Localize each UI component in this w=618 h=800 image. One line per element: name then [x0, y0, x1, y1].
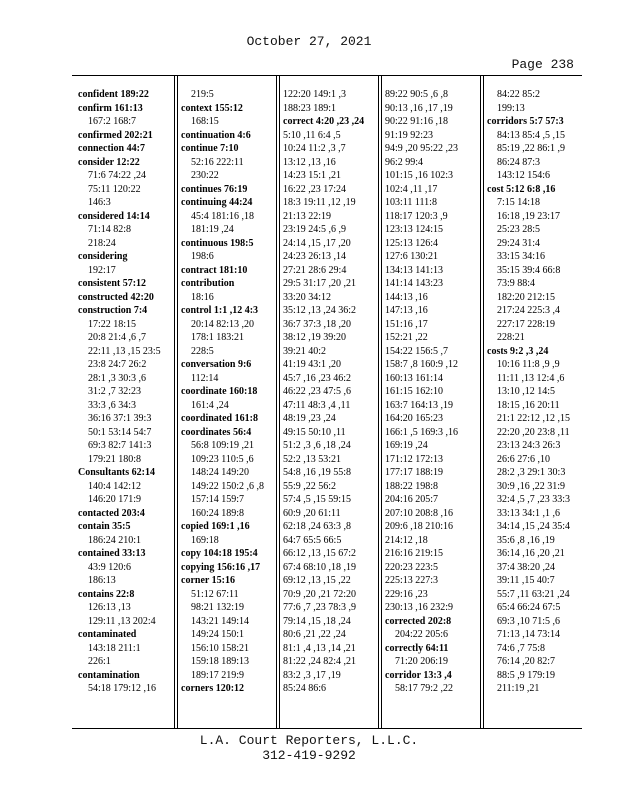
index-term-entry: conversation 9:6	[181, 359, 252, 370]
index-reference-line: 219:5	[191, 89, 214, 100]
index-reference-line: 226:1	[88, 656, 111, 667]
index-reference-line: 159:18 189:13	[191, 656, 250, 667]
index-reference-line: 125:13 126:4	[385, 237, 439, 249]
index-reference-line: 18:3 19:11 ,12 ,19	[283, 197, 356, 208]
index-reference-line: 171:12 172:13	[385, 453, 444, 465]
index-reference-line: 85:19 ,22 86:1 ,9	[497, 143, 566, 154]
index-reference-line: 156:10 158:21	[191, 642, 250, 654]
index-term-entry: contribution	[181, 278, 235, 289]
index-reference-line: 52:2 ,13 53:21	[283, 453, 342, 465]
index-term-entry: continues 76:19	[181, 183, 248, 195]
page-number: Page 238	[511, 57, 574, 72]
index-reference-line: 64:7 65:5 66:5	[283, 534, 342, 546]
index-reference-line: 24:23 26:13 ,14	[283, 251, 347, 262]
index-reference-line: 49:15 50:10 ,11	[283, 426, 346, 438]
index-reference-line: 140:4 142:12	[88, 480, 142, 492]
index-reference-line: 27:21 28:6 29:4	[283, 264, 347, 276]
index-reference-line: 89:22 90:5 ,6 ,8	[385, 89, 449, 100]
index-reference-line: 33:13 34:1 ,1 ,6	[497, 507, 561, 519]
index-reference-line: 39:11 ,15 40:7	[497, 575, 555, 586]
index-column-4	[378, 76, 480, 728]
index-reference-line: 51:2 ,3 ,6 ,18 ,24	[283, 440, 351, 451]
index-reference-line: 54:8 ,16 ,19 55:8	[283, 467, 352, 478]
index-reference-line: 154:22 156:5 ,7	[385, 345, 449, 357]
index-term-entry: considering	[78, 251, 128, 262]
index-term-entry: corrected 202:8	[385, 615, 452, 627]
index-reference-line: 85:24 86:6	[283, 683, 327, 694]
index-reference-line: 33:20 34:12	[283, 291, 332, 303]
index-reference-line: 228:21	[497, 332, 525, 343]
index-reference-line: 192:17	[88, 264, 116, 276]
index-term-entry: coordinate 160:18	[181, 386, 258, 397]
index-term-entry: contract 181:10	[181, 264, 248, 276]
index-reference-line: 101:15 ,16 102:3	[385, 170, 454, 181]
index-reference-line: 122:20 149:1 ,3	[283, 89, 347, 100]
index-reference-line: 90:22 91:16 ,18	[385, 116, 449, 127]
index-reference-line: 35:6 ,8 ,16 ,19	[497, 534, 555, 546]
index-reference-line: 20:14 82:13 ,20	[191, 318, 255, 330]
index-reference-line: 143:21 149:14	[191, 615, 250, 627]
index-term-entry: constructed 42:20	[78, 291, 154, 303]
index-reference-line: 74:6 ,7 75:8	[497, 642, 546, 654]
index-reference-line: 69:12 ,13 ,15 ,22	[283, 575, 351, 586]
index-reference-line: 84:22 85:2	[497, 89, 541, 100]
index-reference-line: 10:16 11:8 ,9 ,9	[497, 359, 560, 370]
index-reference-line: 81:1 ,4 ,13 ,14 ,21	[283, 642, 356, 654]
index-reference-line: 26:6 27:6 ,10	[497, 453, 551, 465]
index-reference-line: 103:11 111:8	[385, 197, 437, 208]
index-reference-line: 161:15 162:10	[385, 386, 444, 397]
index-reference-line: 182:20 212:15	[497, 291, 556, 303]
index-column-1	[72, 76, 174, 728]
index-reference-line: 60:9 ,20 61:11	[283, 507, 341, 519]
index-reference-line: 83:2 ,3 ,17 ,19	[283, 669, 341, 681]
index-reference-line: 146:3	[88, 197, 111, 208]
index-reference-line: 54:18 179:12 ,16	[88, 683, 157, 694]
index-reference-line: 51:12 67:11	[191, 588, 239, 600]
index-reference-line: 80:6 ,21 ,22 ,24	[283, 629, 346, 640]
index-reference-line: 225:13 227:3	[385, 575, 439, 586]
index-term-entry: copying 156:16 ,17	[181, 561, 261, 573]
index-reference-line: 141:14 143:23	[385, 278, 444, 289]
index-reference-line: 35:12 ,13 ,24 36:2	[283, 305, 357, 316]
index-term-entry: continuous 198:5	[181, 237, 254, 249]
transcript-date: October 27, 2021	[246, 34, 372, 49]
index-term-entry: coordinates 56:4	[181, 426, 252, 438]
index-reference-line: 129:11 ,13 202:4	[88, 615, 156, 627]
index-reference-line: 157:14 159:7	[191, 494, 245, 505]
index-reference-line: 209:6 ,18 210:16	[385, 521, 454, 532]
index-reference-line: 25:23 28:5	[497, 224, 541, 235]
index-term-entry: contacted 203:4	[78, 507, 145, 519]
index-reference-line: 36:16 37:1 39:3	[88, 413, 152, 424]
index-reference-line: 62:18 ,24 63:3 ,8	[283, 521, 352, 532]
index-term-entry: cost 5:12 6:8 ,16	[487, 183, 556, 195]
index-reference-line: 58:17 79:2 ,22	[395, 683, 454, 694]
index-reference-line: 160:13 161:14	[385, 372, 444, 384]
index-reference-line: 204:22 205:6	[395, 629, 449, 640]
index-reference-line: 188:22 198:8	[385, 480, 439, 492]
index-reference-line: 14:23 15:1 ,21	[283, 170, 342, 181]
index-reference-line: 13:12 ,13 ,16	[283, 156, 336, 168]
index-reference-line: 143:18 211:1	[88, 642, 141, 654]
index-reference-line: 13:10 ,12 14:5	[497, 386, 556, 397]
index-reference-line: 216:16 219:15	[385, 548, 444, 559]
index-reference-line: 56:8 109:19 ,21	[191, 440, 255, 451]
index-term-entry: contamination	[78, 669, 140, 681]
index-reference-line: 71:6 74:22 ,24	[88, 170, 147, 181]
index-reference-line: 38:12 ,19 39:20	[283, 332, 347, 343]
index-reference-line: 96:2 99:4	[385, 156, 424, 168]
index-reference-line: 211:19 ,21	[497, 683, 540, 694]
index-reference-line: 16:22 ,23 17:24	[283, 183, 347, 195]
index-reference-line: 7:15 14:18	[497, 197, 541, 208]
index-reference-line: 144:13 ,16	[385, 291, 428, 303]
index-reference-line: 112:14	[191, 372, 219, 384]
index-reference-line: 48:19 ,23 ,24	[283, 413, 336, 424]
index-reference-line: 35:15 39:4 66:8	[497, 264, 561, 276]
index-reference-line: 69:3 ,10 71:5 ,6	[497, 615, 561, 627]
index-reference-line: 189:17 219:9	[191, 669, 245, 681]
index-reference-line: 143:12 154:6	[497, 170, 551, 181]
index-column-5	[480, 76, 582, 728]
index-term-entry: costs 9:2 ,3 ,24	[487, 345, 549, 357]
index-term-entry: contain 35:5	[78, 521, 131, 532]
index-reference-line: 29:24 31:4	[497, 237, 541, 249]
index-reference-line: 23:19 24:5 ,6 ,9	[283, 224, 347, 235]
index-reference-line: 168:15	[191, 116, 219, 127]
index-reference-line: 98:21 132:19	[191, 602, 245, 613]
index-reference-line: 188:23 189:1	[283, 102, 337, 114]
index-reference-line: 118:17 120:3 ,9	[385, 210, 448, 222]
index-reference-line: 146:20 171:9	[88, 494, 142, 505]
index-reference-line: 79:14 ,15 ,18 ,24	[283, 615, 351, 627]
index-reference-line: 55:7 ,11 63:21 ,24	[497, 588, 570, 600]
index-reference-line: 11:11 ,13 12:4 ,6	[497, 372, 565, 384]
index-reference-line: 148:24 149:20	[191, 467, 250, 478]
index-reference-line: 18:15 ,16 20:11	[497, 399, 560, 411]
index-reference-line: 86:24 87:3	[497, 156, 541, 168]
index-reference-line: 166:1 ,5 169:3 ,16	[385, 426, 459, 438]
index-reference-line: 36:7 37:3 ,18 ,20	[283, 318, 352, 330]
index-reference-line: 45:4 181:16 ,18	[191, 210, 255, 222]
index-reference-line: 75:11 120:22	[88, 183, 141, 195]
index-reference-line: 23:13 24:3 26:3	[497, 440, 561, 451]
index-reference-line: 186:24 210:1	[88, 534, 142, 546]
index-reference-line: 90:13 ,16 ,17 ,19	[385, 102, 453, 114]
index-reference-line: 55:9 ,22 56:2	[283, 480, 337, 492]
index-reference-line: 18:16	[191, 291, 214, 303]
index-reference-line: 167:2 168:7	[88, 116, 137, 127]
index-reference-line: 149:22 150:2 ,6 ,8	[191, 480, 265, 492]
index-reference-line: 17:22 18:15	[88, 318, 137, 330]
index-reference-line: 160:24 189:8	[191, 507, 245, 519]
index-reference-line: 37:4 38:20 ,24	[497, 561, 556, 573]
index-reference-line: 20:8 21:4 ,6 ,7	[88, 332, 147, 343]
index-reference-line: 230:13 ,16 232:9	[385, 602, 454, 613]
footer	[0, 733, 618, 763]
index-reference-line: 5:10 ,11 6:4 ,5	[283, 129, 341, 141]
index-term-entry: confirmed 202:21	[78, 129, 153, 141]
index-reference-line: 41:19 43:1 ,20	[283, 359, 342, 370]
index-term-entry: control 1:1 ,12 4:3	[181, 305, 259, 316]
index-reference-line: 22:20 ,20 23:8 ,11	[497, 426, 570, 438]
index-reference-line: 204:16 205:7	[385, 494, 439, 505]
index-reference-line: 57:4 ,5 ,15 59:15	[283, 494, 352, 505]
index-reference-line: 30:9 ,16 ,22 31:9	[497, 480, 566, 492]
index-reference-line: 76:14 ,20 82:7	[497, 656, 556, 667]
index-term-entry: context 155:12	[181, 102, 243, 114]
index-reference-line: 229:16 ,23	[385, 588, 428, 600]
index-term-entry: corridor 13:3 ,4	[385, 669, 452, 681]
index-term-entry: continuation 4:6	[181, 129, 251, 141]
index-term-entry: continue 7:10	[181, 143, 239, 154]
index-reference-line: 178:1 183:21	[191, 332, 245, 343]
index-reference-line: 66:12 ,13 ,15 67:2	[283, 548, 357, 559]
index-reference-line: 94:9 ,20 95:22 ,23	[385, 143, 459, 154]
index-reference-line: 34:14 ,15 ,24 35:4	[497, 521, 571, 532]
index-reference-line: 228:5	[191, 345, 214, 357]
index-reference-line: 70:9 ,20 ,21 72:20	[283, 588, 357, 600]
index-reference-line: 33:3 ,6 34:3	[88, 399, 137, 411]
index-reference-line: 67:4 68:10 ,18 ,19	[283, 561, 357, 573]
index-reference-line: 81:22 ,24 82:4 ,21	[283, 656, 357, 667]
index-reference-line: 127:6 130:21	[385, 251, 439, 262]
index-term-entry: corner 15:16	[181, 575, 235, 586]
index-reference-line: 91:19 92:23	[385, 129, 434, 141]
index-term-entry: contaminated	[78, 629, 137, 640]
index-term-entry: copy 104:18 195:4	[181, 548, 258, 559]
index-column-2	[174, 76, 276, 728]
index-reference-line: 65:4 66:24 67:5	[497, 602, 561, 613]
index-term-entry: confident 189:22	[78, 89, 149, 100]
index-reference-line: 147:13 ,16	[385, 305, 428, 316]
index-term-entry: consistent 57:12	[78, 278, 147, 289]
index-reference-line: 71:13 ,14 73:14	[497, 629, 561, 640]
index-reference-line: 123:13 124:15	[385, 224, 444, 235]
index-reference-line: 149:24 150:1	[191, 629, 245, 640]
index-reference-line: 169:19 ,24	[385, 440, 428, 451]
index-reference-line: 36:14 ,16 ,20 ,21	[497, 548, 565, 559]
index-reference-line: 179:21 180:8	[88, 453, 142, 465]
index-reference-line: 21:1 22:12 ,12 ,15	[497, 413, 571, 424]
index-reference-line: 230:22	[191, 170, 219, 181]
index-reference-line: 22:11 ,13 ,15 23:5	[88, 345, 161, 357]
index-reference-line: 169:18	[191, 534, 219, 546]
index-reference-line: 77:6 ,7 ,23 78:3 ,9	[283, 602, 357, 613]
index-reference-line: 109:23 110:5 ,6	[191, 453, 254, 465]
index-term-entry: consider 12:22	[78, 156, 140, 168]
index-reference-line: 151:16 ,17	[385, 318, 428, 330]
index-column-3	[276, 76, 378, 728]
reporter-phone: 312-419-9292	[262, 748, 356, 763]
index-term-entry: copied 169:1 ,16	[181, 521, 250, 532]
index-reference-line: 134:13 141:13	[385, 264, 444, 276]
index-reference-line: 45:7 ,16 ,23 46:2	[283, 372, 352, 384]
index-reference-line: 28:2 ,3 29:1 30:3	[497, 467, 566, 478]
index-reference-line: 207:10 208:8 ,16	[385, 507, 454, 519]
index-reference-line: 73:9 88:4	[497, 278, 536, 289]
index-term-entry: construction 7:4	[78, 305, 148, 316]
index-reference-line: 24:14 ,15 ,17 ,20	[283, 237, 351, 249]
index-term-entry: coordinated 161:8	[181, 413, 258, 424]
index-reference-line: 43:9 120:6	[88, 561, 132, 573]
index-reference-line: 32:4 ,5 ,7 ,23 33:3	[497, 494, 571, 505]
index-reference-line: 69:3 82:7 141:3	[88, 440, 152, 451]
index-reference-line: 84:13 85:4 ,5 ,15	[497, 129, 566, 141]
index-term-entry: corridors 5:7 57:3	[487, 116, 564, 127]
index-reference-line: 50:1 53:14 54:7	[88, 426, 152, 438]
index-reference-line: 158:7 ,8 160:9 ,12	[385, 359, 459, 370]
index-reference-line: 52:16 222:11	[191, 156, 244, 168]
index-reference-line: 177:17 188:19	[385, 467, 444, 478]
index-reference-line: 152:21 ,22	[385, 332, 428, 343]
index-reference-line: 198:6	[191, 251, 214, 262]
index-reference-line: 16:18 ,19 23:17	[497, 210, 561, 222]
index-reference-line: 47:11 48:3 ,4 ,11	[283, 399, 351, 411]
index-term-entry: confirm 161:13	[78, 102, 143, 114]
index-reference-line: 29:5 31:17 ,20 ,21	[283, 278, 357, 289]
index-term-entry: connection 44:7	[78, 143, 145, 154]
index-reference-line: 164:20 165:23	[385, 413, 444, 424]
index-reference-line: 217:24 225:3 ,4	[497, 305, 561, 316]
index-reference-line: 33:15 34:16	[497, 251, 546, 262]
index-reference-line: 199:13	[497, 102, 525, 114]
index-term-entry: correctly 64:11	[385, 642, 449, 654]
index-reference-line: 23:8 24:7 26:2	[88, 359, 147, 370]
index-term-entry: considered 14:14	[78, 210, 150, 222]
index-reference-line: 31:2 ,7 32:23	[88, 386, 142, 397]
index-reference-line: 163:7 164:13 ,19	[385, 399, 454, 411]
index-reference-line: 126:13 ,13	[88, 602, 131, 613]
index-term-entry: Consultants 62:14	[78, 467, 155, 478]
index-reference-line: 102:4 ,11 ,17	[385, 183, 438, 195]
index-reference-line: 71:14 82:8	[88, 224, 132, 235]
index-reference-line: 46:22 ,23 47:5 ,6	[283, 386, 352, 397]
index-term-entry: continuing 44:24	[181, 197, 253, 208]
index-reference-line: 10:24 11:2 ,3 ,7	[283, 143, 346, 154]
index-term-entry: corners 120:12	[181, 683, 245, 694]
index-reference-line: 71:20 206:19	[395, 656, 449, 667]
index-reference-line: 218:24	[88, 237, 116, 249]
word-index-grid	[72, 75, 582, 729]
index-reference-line: 227:17 228:19	[497, 318, 556, 330]
index-term-entry: contained 33:13	[78, 548, 146, 559]
index-reference-line: 39:21 40:2	[283, 345, 327, 357]
index-term-entry: contains 22:8	[78, 588, 135, 600]
reporter-name: L.A. Court Reporters, L.L.C.	[199, 733, 419, 748]
index-reference-line: 186:13	[88, 575, 116, 586]
index-reference-line: 161:4 ,24	[191, 399, 229, 411]
index-reference-line: 220:23 223:5	[385, 561, 439, 573]
index-reference-line: 21:13 22:19	[283, 210, 332, 222]
index-reference-line: 181:19 ,24	[191, 224, 234, 235]
index-reference-line: 88:5 ,9 179:19	[497, 669, 556, 681]
index-reference-line: 28:1 ,3 30:3 ,6	[88, 372, 147, 384]
index-reference-line: 214:12 ,18	[385, 534, 428, 546]
index-term-entry: correct 4:20 ,23 ,24	[283, 116, 365, 127]
